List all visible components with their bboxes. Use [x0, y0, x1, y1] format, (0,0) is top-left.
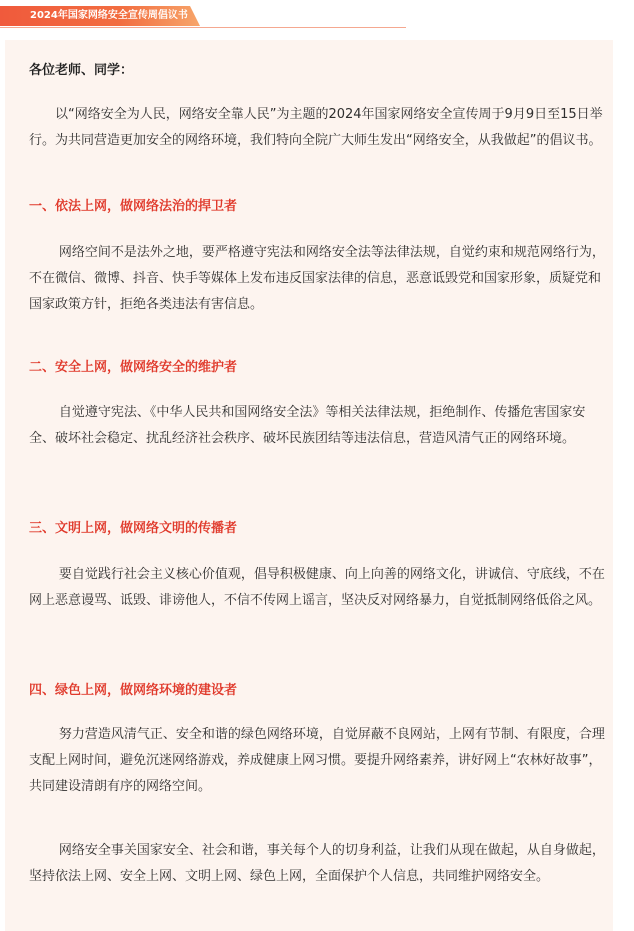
intro-paragraph: 以“网络安全为人民，网络安全靠人民”为主题的2024年国家网络安全宣传周于9月9日至15日举行。为共同营造更加安全的网络环境，我们特向全院广大师生发出“网络安全，从我做起”的倡议书。	[29, 107, 603, 148]
section-body-4: 努力营造风清气正、安全和谐的绿色网络环境，自觉屏蔽不良网站，上网有节制、有限度，合理支配上网时间，避免沉迷网络游戏，养成健康上网习惯。要提升网络素养，讲好网上“农林好故事”，共同建设清朗有序的网络空间。	[29, 727, 605, 794]
section-heading-2: 二、安全上网，做网络安全的维护者	[29, 360, 238, 375]
banner-title: 2024年国家网络安全宣传周倡议书	[30, 10, 188, 21]
section-heading-1: 一、依法上网，做网络法治的捍卫者	[29, 199, 238, 214]
section-body-2: 自觉遵守宪法、《中华人民共和国网络安全法》等相关法律法规，拒绝制作、传播危害国家安全、破坏社会稳定、扰乱经济社会秩序、破坏民族团结等违法信息，营造风清气正的网络环境。	[29, 405, 586, 446]
greeting: 各位老师、同学：	[29, 63, 134, 78]
section-heading-4: 四、绿色上网，做网络环境的建设者	[29, 683, 238, 698]
title-banner	[0, 6, 200, 26]
section-body-1: 网络空间不是法外之地，要严格遵守宪法和网络安全法等法律法规，自觉约束和规范网络行为，不在微信、微博、抖音、快手等媒体上发布违反国家法律的信息，恶意诋毁党和国家形象，质疑党和国家政策方针，拒绝各类违法有害信息。	[29, 245, 605, 312]
section-body-3: 要自觉践行社会主义核心价值观，倡导积极健康、向上向善的网络文化，讲诚信、守底线，不在网上恶意谩骂、诋毁、诽谤他人，不信不传网上谣言，坚决反对网络暴力，自觉抵制网络低俗之风。	[29, 567, 605, 608]
section-heading-3: 三、文明上网，做网络文明的传播者	[29, 521, 238, 536]
banner-underline	[0, 27, 406, 28]
closing-paragraph: 网络安全事关国家安全、社会和谐，事关每个人的切身利益，让我们从现在做起，从自身做起，坚持依法上网、安全上网、文明上网、绿色上网，全面保护个人信息，共同维护网络安全。	[29, 843, 605, 884]
letter-body	[5, 40, 613, 931]
